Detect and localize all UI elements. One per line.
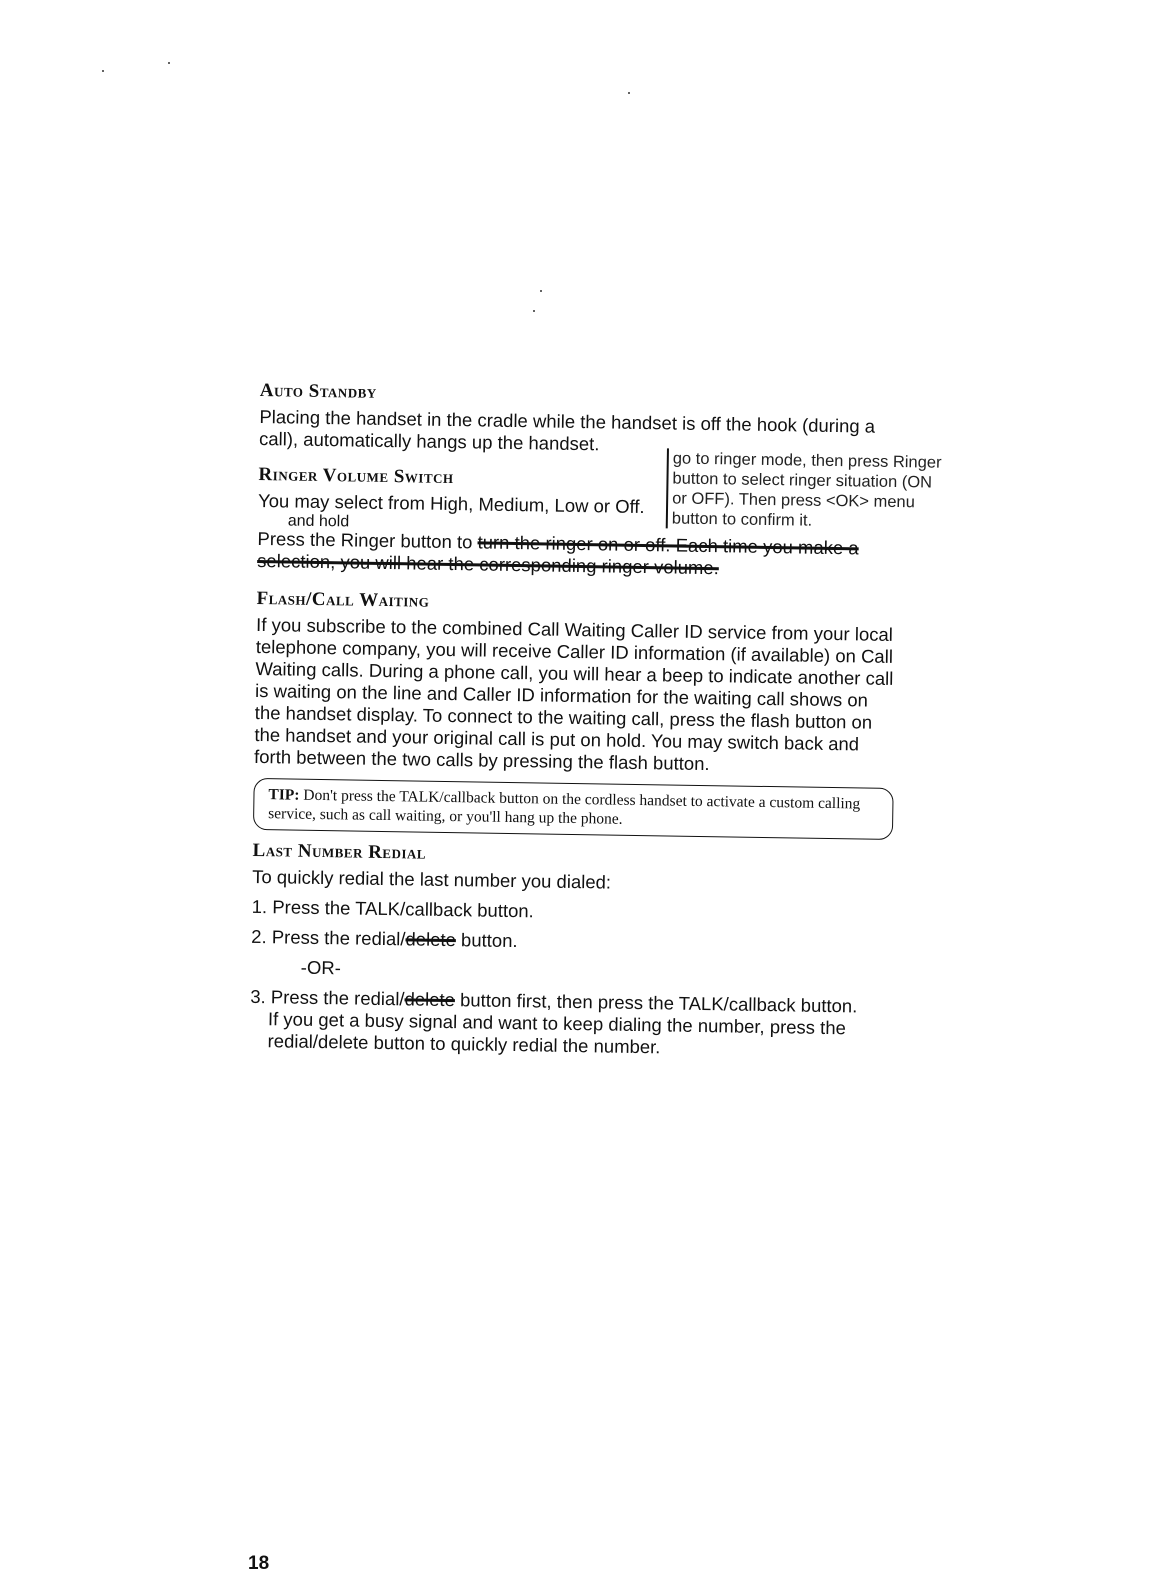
section-body-edited	[257, 528, 898, 582]
step-text: 2. Press the redial/	[251, 925, 406, 950]
struck-text: delete	[404, 988, 456, 1011]
section-ringer-volume	[256, 449, 942, 582]
section-heading: Ringer Volume Switch	[258, 463, 454, 489]
page-number: 18	[248, 1553, 270, 1574]
tip-box	[253, 778, 894, 840]
body-text: Press the Ringer button to	[257, 527, 473, 553]
struck-text: turn the ringer on or off. Each time you make a selection, you will hear the corresponding ringer volume.	[256, 531, 859, 579]
section-body: If you subscribe to the combined Call Waiting Caller ID service from your local telephone company, you will receive Caller ID information (if available) on Call Waiting calls. During a phone call, you will hear a beep to indicate another call is waiting on the line and Caller ID information for the waiting call shows on the handset display. To connect to the waiting call, press the flash button on the handset and your original call is put on hold. You may switch back and forth between the two calls by pressing the flash button.	[253, 613, 894, 775]
section-heading: Last Number Redial	[252, 839, 427, 864]
manual-page-content	[249, 380, 942, 1062]
section-flash-call-waiting	[254, 588, 917, 778]
section-body-line: You may select from High, Medium, Low or Off.	[257, 489, 645, 518]
handwritten-margin-note: go to ringer mode, then press Ringer button to select ringer situation (ON or OFF). Then press <OK> menu button to confirm it.	[666, 448, 945, 532]
struck-text: delete	[405, 928, 457, 951]
list-step-1: 1. Press the TALK/callback button.	[251, 895, 534, 922]
section-last-number-redial	[249, 840, 912, 1062]
scan-speck	[168, 62, 170, 64]
section-heading: Auto Standby	[259, 380, 377, 403]
list-step-2	[251, 926, 911, 958]
step-text: 3. Press the redial/	[250, 985, 405, 1010]
section-intro: To quickly redial the last number you dialed:	[252, 865, 612, 893]
tip-text: Don't press the TALK/callback button on the cordless handset to activate a custom calling service, such as call waiting, or you'll hang up the phone.	[268, 786, 861, 828]
step-text: button first, then press the TALK/callback button.	[454, 989, 858, 1017]
handwritten-insert: and hold	[287, 512, 350, 531]
tip-label: TIP:	[268, 786, 300, 804]
list-step-3-continuation: If you get a busy signal and want to keep dialing the number, press the redial/delete button to quickly redial the number.	[267, 1008, 847, 1058]
scan-speck	[540, 290, 542, 292]
step-text: button.	[455, 929, 518, 952]
or-separator: -OR-	[300, 956, 342, 979]
section-body: Placing the handset in the cradle while the handset is off the hook (during a call), automatically hangs up the handset.	[258, 405, 876, 455]
scan-speck	[628, 92, 630, 94]
scan-speck	[533, 310, 535, 312]
section-auto-standby	[259, 380, 920, 460]
scan-speck	[102, 70, 104, 72]
section-heading: Flash/Call Waiting	[256, 587, 430, 612]
